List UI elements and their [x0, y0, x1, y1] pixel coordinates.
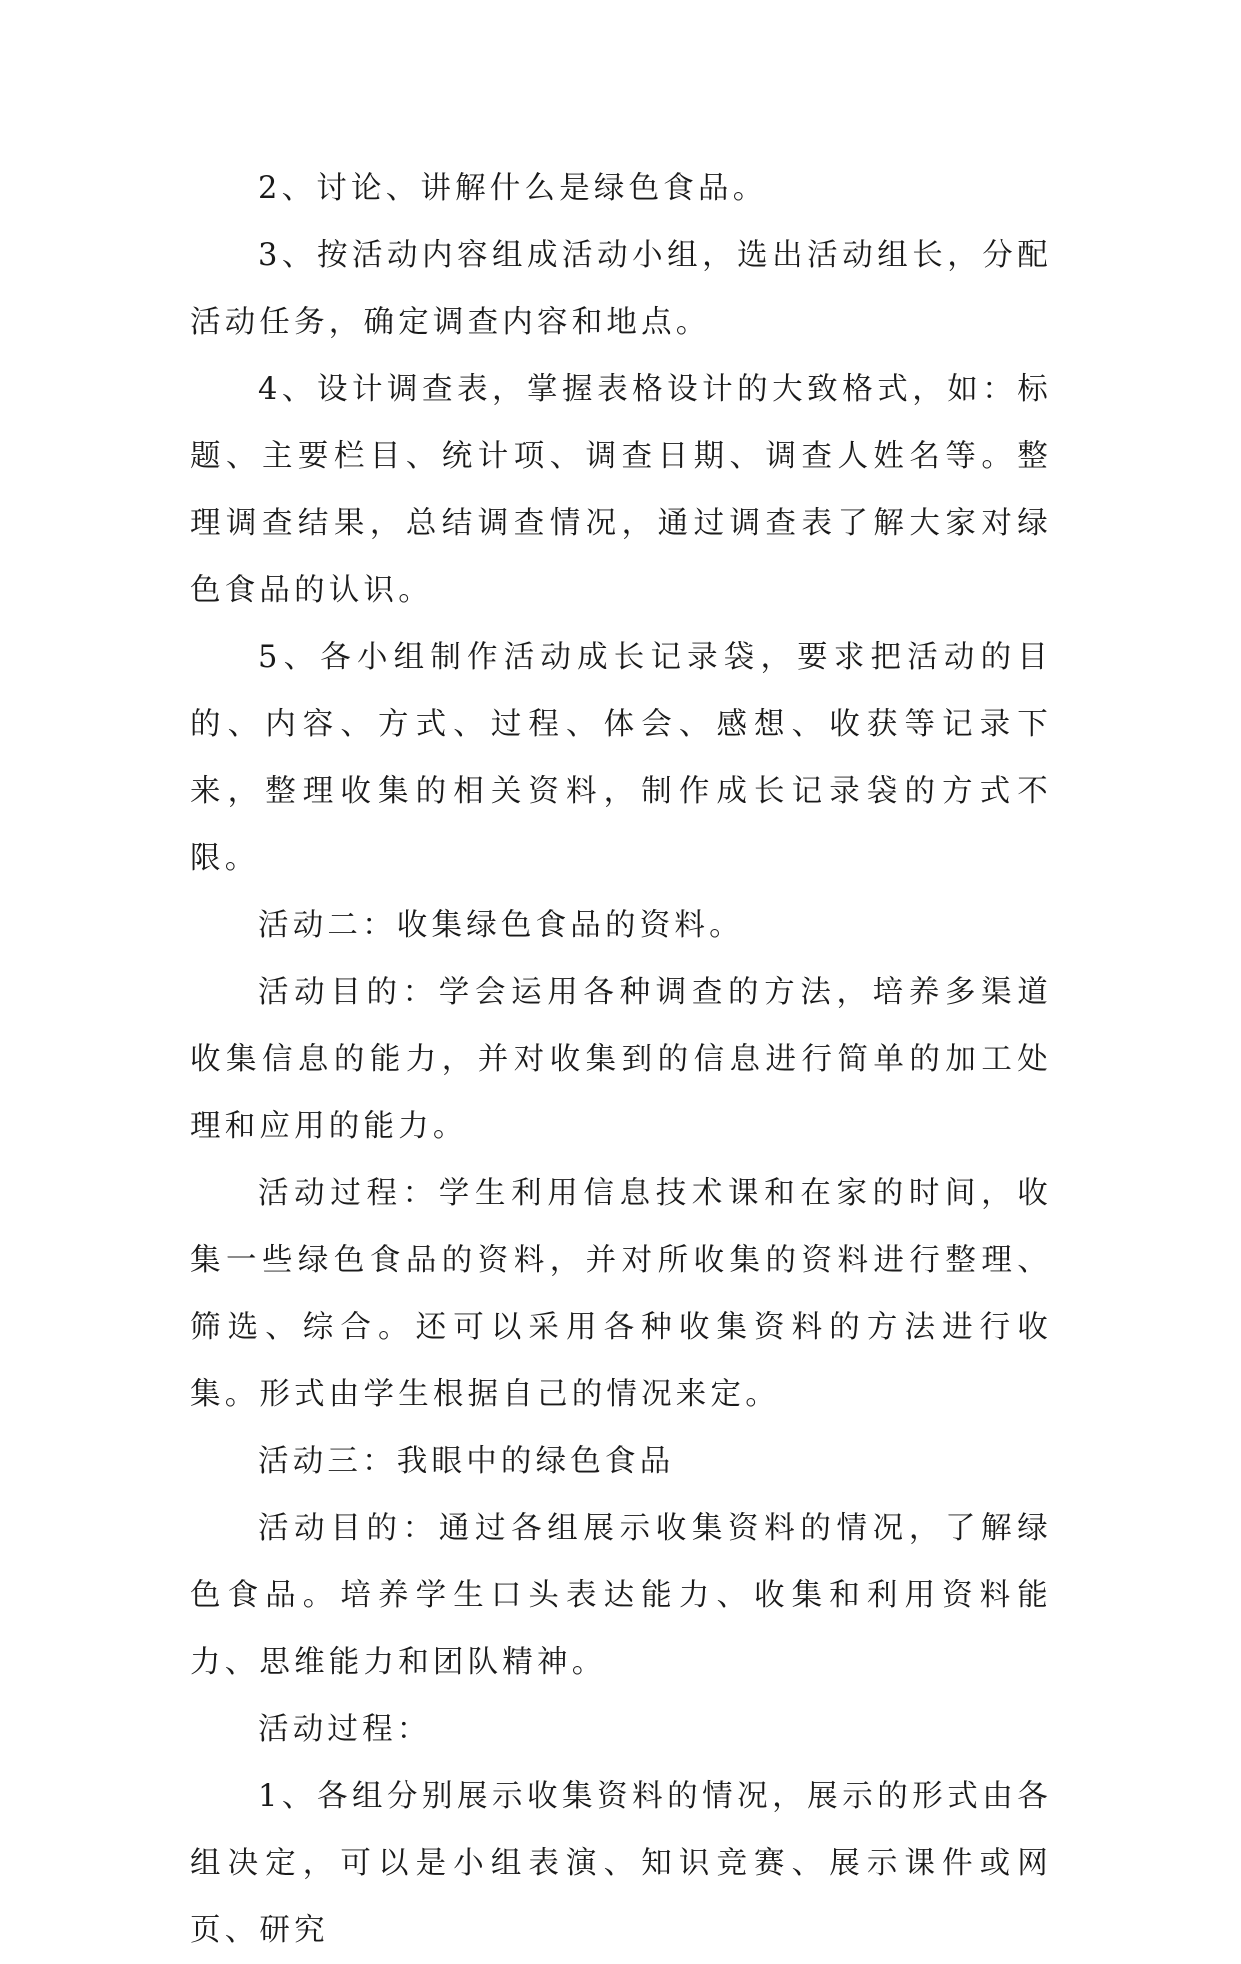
paragraph-discuss-green-food: 2、讨论、讲解什么是绿色食品。	[258, 171, 768, 206]
paragraph-group-presentation: 1、各组分别展示收集资料的情况，展示的形式由各组决定，可以是小组表演、知识竞赛、展示课件或网页、研究	[190, 1779, 1052, 1948]
heading-activity-two: 活动二：收集绿色食品的资料。	[258, 908, 744, 943]
document-body	[190, 155, 1052, 1964]
paragraph-activity-two-goal: 活动目的：学会运用各种调查的方法，培养多渠道收集信息的能力，并对收集到的信息进行简单的加工处理和应用的能力。	[190, 975, 1052, 1144]
heading-activity-three-process: 活动过程：	[258, 1712, 432, 1747]
paragraph-growth-record-bag: 5、各小组制作活动成长记录袋，要求把活动的目的、内容、方式、过程、体会、感想、收获等记录下来，整理收集的相关资料，制作成长记录袋的方式不限。	[190, 640, 1052, 876]
paragraph-form-groups: 3、按活动内容组成活动小组，选出活动组长，分配活动任务，确定调查内容和地点。	[190, 238, 1052, 340]
paragraph-activity-three-goal: 活动目的：通过各组展示收集资料的情况，了解绿色食品。培养学生口头表达能力、收集和利用资料能力、思维能力和团队精神。	[190, 1511, 1052, 1680]
heading-activity-three: 活动三：我眼中的绿色食品	[258, 1444, 675, 1479]
paragraph-activity-two-process: 活动过程：学生利用信息技术课和在家的时间，收集一些绿色食品的资料，并对所收集的资料进行整理、筛选、综合。还可以采用各种收集资料的方法进行收集。形式由学生根据自己的情况来定。	[190, 1176, 1052, 1412]
paragraph-design-survey: 4、设计调查表，掌握表格设计的大致格式，如：标题、主要栏目、统计项、调查日期、调查人姓名等。整理调查结果，总结调查情况，通过调查表了解大家对绿色食品的认识。	[190, 372, 1052, 608]
